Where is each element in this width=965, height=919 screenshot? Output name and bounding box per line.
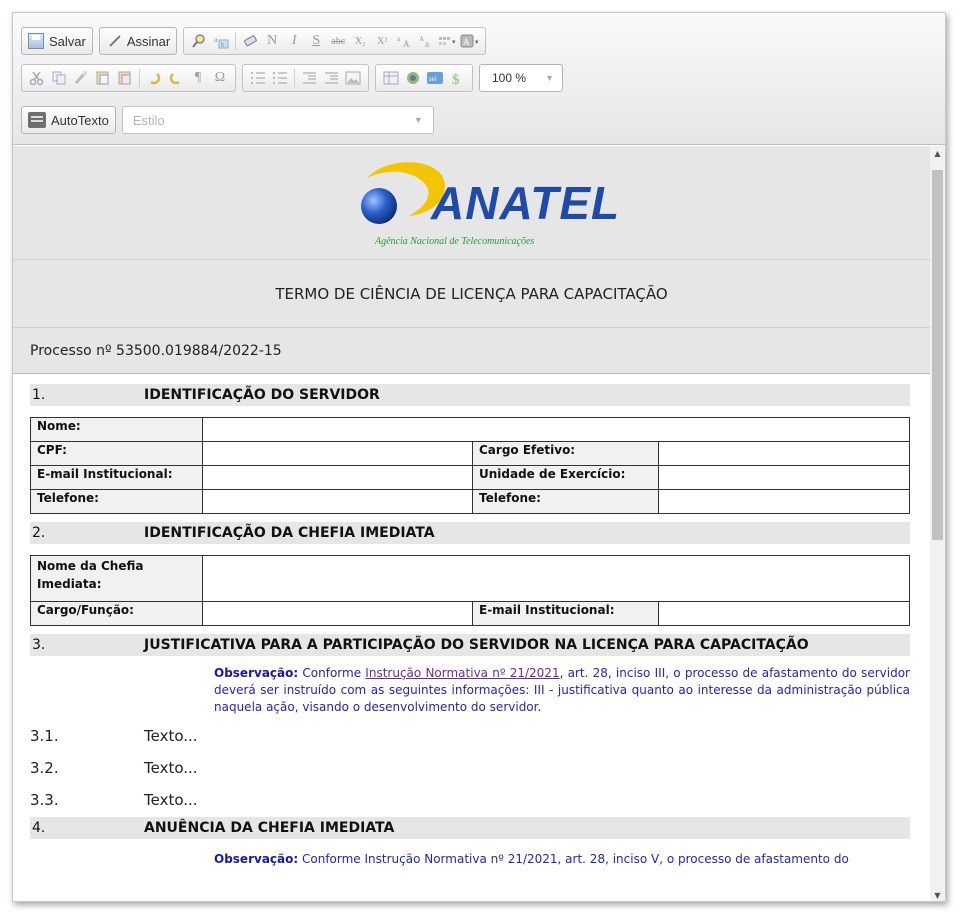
table-row bbox=[31, 442, 910, 466]
observation-text: Conforme Instrução Normativa nº 21/2021, art. 28, inciso V, o processo de afastamento do bbox=[298, 852, 849, 866]
strikethrough-icon[interactable]: abc bbox=[331, 35, 346, 47]
cpf-label: CPF: bbox=[31, 442, 203, 466]
separator bbox=[294, 69, 295, 87]
sign-button[interactable] bbox=[99, 27, 177, 55]
svg-text:a: a bbox=[397, 35, 401, 43]
process-number-text: Processo nº 53500.019884/2022-15 bbox=[30, 342, 282, 359]
email-field[interactable] bbox=[203, 466, 473, 490]
cut-icon[interactable] bbox=[26, 67, 48, 89]
item-text: Texto... bbox=[144, 727, 198, 745]
process-number bbox=[13, 328, 930, 374]
observation-text-pre: Conforme bbox=[298, 666, 366, 680]
numbered-list-icon[interactable] bbox=[247, 67, 269, 89]
section-title: ANUÊNCIA DA CHEFIA IMEDIATA bbox=[144, 820, 395, 836]
chevron-down-icon: ▼ bbox=[545, 73, 554, 83]
item-number: 3.1. bbox=[30, 727, 59, 745]
chief-name-label: Nome da Chefia Imediata: bbox=[31, 556, 203, 602]
observation-text: , art. 28, inciso III, o processo de afastamento do servidor deverá ser instruído com as seguintes informações: III - justificativa quanto ao interesse da administração pública naquela ação, visando o desenvolvimento do servidor. bbox=[214, 666, 910, 714]
section-heading bbox=[30, 522, 910, 544]
phone-field-2[interactable] bbox=[659, 490, 910, 514]
editor-toolbar bbox=[13, 13, 945, 145]
find-icon[interactable] bbox=[188, 30, 210, 52]
undo-icon[interactable] bbox=[143, 67, 165, 89]
sei-icon[interactable] bbox=[424, 67, 446, 89]
table-row bbox=[31, 466, 910, 490]
table-row bbox=[31, 418, 910, 442]
section-number: 4. bbox=[32, 820, 46, 836]
format-painter-icon[interactable] bbox=[70, 67, 92, 89]
svg-text:A: A bbox=[419, 35, 425, 43]
table-row bbox=[31, 490, 910, 514]
document-title-text: TERMO DE CIÊNCIA DE LICENÇA PARA CAPACITAÇÃO bbox=[275, 284, 668, 303]
section-number: 3. bbox=[32, 637, 46, 653]
editor-window bbox=[12, 12, 946, 902]
svg-text:▾: ▾ bbox=[475, 38, 479, 46]
list-group bbox=[242, 64, 369, 92]
indent-icon[interactable] bbox=[320, 67, 342, 89]
list-item[interactable] bbox=[30, 720, 922, 752]
lowercase-icon[interactable] bbox=[415, 30, 437, 52]
logo-header bbox=[13, 146, 930, 260]
section-title: IDENTIFICAÇÃO DO SERVIDOR bbox=[144, 387, 380, 403]
normative-link[interactable]: Instrução Normativa nº 21/2021 bbox=[365, 666, 560, 680]
copy-icon[interactable] bbox=[48, 67, 70, 89]
section-number: 2. bbox=[32, 525, 46, 541]
zoom-select[interactable] bbox=[479, 64, 563, 92]
item-number: 3.3. bbox=[30, 791, 59, 809]
autotext-button[interactable] bbox=[21, 106, 116, 134]
table-icon[interactable] bbox=[380, 67, 402, 89]
style-select[interactable] bbox=[122, 106, 434, 134]
svg-text:A: A bbox=[403, 39, 410, 49]
image-icon[interactable] bbox=[342, 67, 364, 89]
toolbar-row-1 bbox=[21, 26, 492, 56]
underline-icon[interactable]: S bbox=[312, 33, 321, 48]
document-title bbox=[13, 260, 930, 328]
role-label: Cargo/Função: bbox=[31, 602, 203, 626]
clipboard-group bbox=[21, 64, 236, 92]
autotext-label: AutoTexto bbox=[51, 112, 109, 128]
separator bbox=[139, 69, 140, 87]
cpf-field[interactable] bbox=[203, 442, 473, 466]
cargo-label: Cargo Efetivo: bbox=[473, 442, 659, 466]
observation-note bbox=[214, 851, 910, 868]
item-text: Texto... bbox=[144, 791, 198, 809]
observation-label: Observação: bbox=[214, 852, 299, 866]
bold-icon[interactable]: N bbox=[267, 33, 278, 48]
format-group bbox=[183, 27, 486, 55]
section-title: IDENTIFICAÇÃO DA CHEFIA IMEDIATA bbox=[144, 525, 435, 541]
list-item[interactable] bbox=[30, 784, 922, 816]
section-title: JUSTIFICATIVA PARA A PARTICIPAÇÃO DO SERVIDOR NA LICENÇA PARA CAPACITAÇÃO bbox=[144, 637, 809, 653]
chief-identification-table bbox=[30, 555, 910, 626]
phone-label: Telefone: bbox=[31, 490, 203, 514]
zoom-value: 100 % bbox=[492, 71, 527, 85]
phone-label-2: Telefone: bbox=[473, 490, 659, 514]
unidade-label: Unidade de Exercício: bbox=[473, 466, 659, 490]
omega-icon[interactable]: Ω bbox=[214, 70, 226, 85]
table-row bbox=[31, 602, 910, 626]
style-placeholder: Estilo bbox=[132, 112, 165, 128]
chief-name-field[interactable] bbox=[203, 556, 910, 602]
name-label: Nome: bbox=[31, 418, 203, 442]
svg-text:a: a bbox=[214, 35, 218, 44]
text-color-icon[interactable] bbox=[437, 30, 459, 52]
svg-text:A: A bbox=[463, 37, 470, 47]
italic-icon[interactable]: I bbox=[291, 33, 297, 48]
vertical-scrollbar[interactable] bbox=[930, 146, 945, 902]
unidade-field[interactable] bbox=[659, 466, 910, 490]
superscript-icon[interactable]: X² bbox=[377, 35, 388, 47]
redo-icon[interactable] bbox=[165, 67, 187, 89]
save-label: Salvar bbox=[49, 33, 86, 49]
sign-label: Assinar bbox=[126, 33, 171, 49]
chief-email-label: E-mail Institucional: bbox=[473, 602, 659, 626]
svg-text:b: b bbox=[221, 41, 225, 49]
anatel-logo bbox=[349, 158, 621, 247]
table-row bbox=[31, 556, 910, 602]
cargo-field[interactable] bbox=[659, 442, 910, 466]
logo-wordmark: ANATEL bbox=[431, 177, 621, 229]
separator bbox=[235, 32, 236, 50]
svg-text:▾: ▾ bbox=[452, 38, 456, 46]
paste-icon[interactable] bbox=[92, 67, 114, 89]
outdent-icon[interactable] bbox=[298, 67, 320, 89]
paragraph-icon[interactable]: ¶ bbox=[194, 70, 202, 85]
section-heading bbox=[30, 634, 910, 656]
dollar-icon[interactable] bbox=[446, 67, 468, 89]
chevron-down-icon: ▼ bbox=[413, 115, 423, 125]
background-color-icon[interactable] bbox=[459, 30, 481, 52]
document-area[interactable] bbox=[13, 146, 930, 902]
section-heading bbox=[30, 817, 910, 839]
phone-field[interactable] bbox=[203, 490, 473, 514]
toolbar-row-2 bbox=[21, 63, 563, 93]
scroll-up-icon[interactable]: ▲ bbox=[934, 149, 941, 158]
save-button[interactable] bbox=[21, 27, 93, 55]
server-identification-table bbox=[30, 417, 910, 514]
floppy-icon bbox=[28, 33, 44, 49]
subscript-icon[interactable]: X₂ bbox=[354, 35, 366, 47]
list-item[interactable] bbox=[30, 752, 922, 784]
bullet-list-icon[interactable] bbox=[269, 67, 291, 89]
logo-subtitle: Agência Nacional de Telecomunicações bbox=[375, 236, 535, 247]
uppercase-icon[interactable] bbox=[393, 30, 415, 52]
svg-text:$: $ bbox=[452, 72, 460, 86]
item-text: Texto... bbox=[144, 759, 198, 777]
observation-label: Observação: bbox=[214, 666, 299, 680]
paste-text-icon[interactable] bbox=[114, 67, 136, 89]
insert-group bbox=[375, 64, 473, 92]
scroll-thumb[interactable] bbox=[932, 170, 943, 540]
observation-note bbox=[214, 665, 910, 716]
chief-email-field[interactable] bbox=[659, 602, 910, 626]
section-number: 1. bbox=[32, 387, 46, 403]
email-label: E-mail Institucional: bbox=[31, 466, 203, 490]
item-number: 3.2. bbox=[30, 759, 59, 777]
replace-icon[interactable] bbox=[210, 30, 232, 52]
autotext-icon bbox=[28, 112, 46, 128]
pen-icon bbox=[106, 33, 122, 49]
toolbar-row-3 bbox=[21, 105, 434, 135]
svg-text:sei: sei bbox=[429, 75, 437, 83]
link-sei-icon[interactable] bbox=[402, 67, 424, 89]
svg-text:a: a bbox=[425, 39, 430, 49]
name-field[interactable] bbox=[203, 418, 910, 442]
role-field[interactable] bbox=[203, 602, 473, 626]
document-body bbox=[13, 374, 930, 868]
eraser-icon[interactable] bbox=[239, 30, 261, 52]
scroll-down-icon[interactable]: ▼ bbox=[934, 891, 941, 900]
section-heading bbox=[30, 384, 910, 406]
